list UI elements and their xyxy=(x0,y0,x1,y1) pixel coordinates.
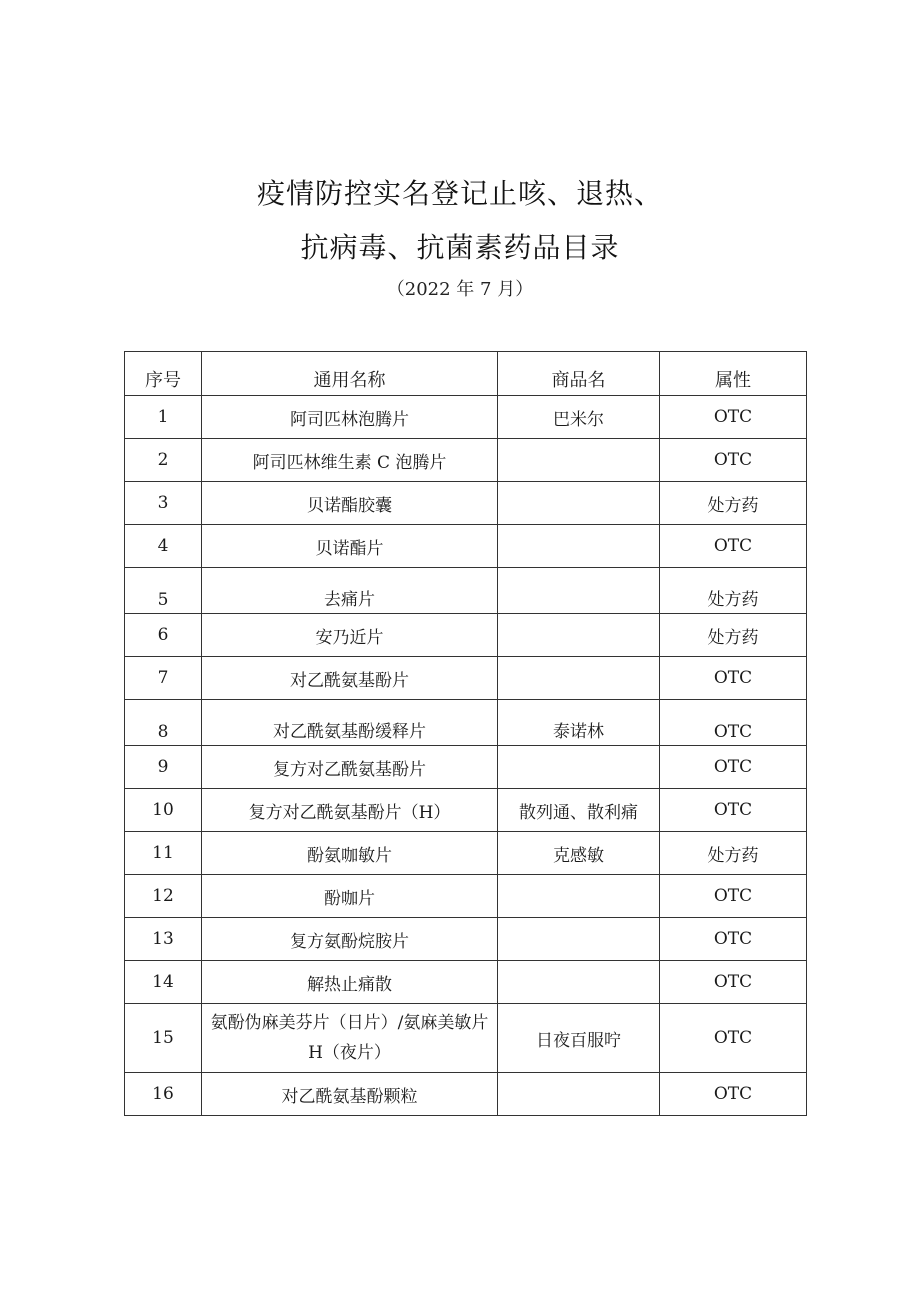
cell-attribute: OTC xyxy=(660,525,807,568)
cell-generic-name: 去痛片 xyxy=(202,568,498,614)
header-generic-name: 通用名称 xyxy=(202,352,498,396)
header-index: 序号 xyxy=(125,352,202,396)
cell-index: 7 xyxy=(125,657,202,700)
cell-brand-name xyxy=(498,961,660,1004)
cell-generic-name: 贝诺酯片 xyxy=(202,525,498,568)
header-attribute: 属性 xyxy=(660,352,807,396)
cell-generic-name: 对乙酰氨基酚颗粒 xyxy=(202,1073,498,1116)
cell-generic-name: 解热止痛散 xyxy=(202,961,498,1004)
cell-generic-name: 对乙酰氨基酚缓释片 xyxy=(202,700,498,746)
cell-brand-name xyxy=(498,1073,660,1116)
cell-brand-name: 日夜百服咛 xyxy=(498,1004,660,1073)
cell-generic-name: 氨酚伪麻美芬片（日片）/氨麻美敏片 H（夜片） xyxy=(202,1004,498,1073)
cell-brand-name: 巴米尔 xyxy=(498,396,660,439)
cell-index: 2 xyxy=(125,439,202,482)
document-title-line-2: 抗病毒、抗菌素药品目录 xyxy=(300,231,620,264)
cell-attribute: OTC xyxy=(660,439,807,482)
table-row xyxy=(125,482,807,525)
cell-brand-name xyxy=(498,875,660,918)
cell-attribute: OTC xyxy=(660,918,807,961)
cell-index: 6 xyxy=(125,614,202,657)
drug-catalog-table xyxy=(124,351,807,1116)
cell-attribute: 处方药 xyxy=(660,482,807,525)
cell-index: 10 xyxy=(125,789,202,832)
cell-index: 13 xyxy=(125,918,202,961)
cell-index: 14 xyxy=(125,961,202,1004)
document-title-line-1: 疫情防控实名登记止咳、退热、 xyxy=(256,177,663,210)
cell-attribute: OTC xyxy=(660,789,807,832)
cell-attribute: 处方药 xyxy=(660,832,807,875)
table-row xyxy=(125,875,807,918)
cell-index: 15 xyxy=(125,1004,202,1073)
cell-generic-name: 复方对乙酰氨基酚片（H） xyxy=(202,789,498,832)
cell-brand-name: 克感敏 xyxy=(498,832,660,875)
cell-attribute: OTC xyxy=(660,875,807,918)
table-row xyxy=(125,1073,807,1116)
table-row xyxy=(125,1004,807,1073)
cell-generic-name: 安乃近片 xyxy=(202,614,498,657)
table-row xyxy=(125,961,807,1004)
cell-brand-name xyxy=(498,657,660,700)
table-row xyxy=(125,568,807,614)
cell-index: 3 xyxy=(125,482,202,525)
cell-brand-name xyxy=(498,525,660,568)
cell-generic-name: 贝诺酯胶囊 xyxy=(202,482,498,525)
table-row xyxy=(125,832,807,875)
cell-attribute: OTC xyxy=(660,657,807,700)
cell-generic-name: 酚咖片 xyxy=(202,875,498,918)
header-brand-name: 商品名 xyxy=(498,352,660,396)
table-row xyxy=(125,746,807,789)
cell-brand-name xyxy=(498,614,660,657)
cell-index: 8 xyxy=(125,700,202,746)
cell-index: 9 xyxy=(125,746,202,789)
cell-generic-name: 阿司匹林维生素 C 泡腾片 xyxy=(202,439,498,482)
cell-attribute: OTC xyxy=(660,396,807,439)
cell-attribute: 处方药 xyxy=(660,568,807,614)
cell-brand-name xyxy=(498,439,660,482)
table-header-row xyxy=(125,352,807,396)
cell-index: 1 xyxy=(125,396,202,439)
cell-generic-name: 复方氨酚烷胺片 xyxy=(202,918,498,961)
cell-index: 11 xyxy=(125,832,202,875)
cell-attribute: OTC xyxy=(660,961,807,1004)
cell-brand-name xyxy=(498,918,660,961)
cell-generic-name: 酚氨咖敏片 xyxy=(202,832,498,875)
table-row xyxy=(125,918,807,961)
table-row xyxy=(125,657,807,700)
cell-index: 4 xyxy=(125,525,202,568)
cell-attribute: 处方药 xyxy=(660,614,807,657)
cell-index: 12 xyxy=(125,875,202,918)
cell-generic-name: 阿司匹林泡腾片 xyxy=(202,396,498,439)
cell-index: 16 xyxy=(125,1073,202,1116)
cell-brand-name xyxy=(498,482,660,525)
cell-attribute: OTC xyxy=(660,700,807,746)
cell-generic-name: 对乙酰氨基酚片 xyxy=(202,657,498,700)
cell-index: 5 xyxy=(125,568,202,614)
table-row xyxy=(125,396,807,439)
table-row xyxy=(125,439,807,482)
cell-attribute: OTC xyxy=(660,1073,807,1116)
cell-attribute: OTC xyxy=(660,1004,807,1073)
cell-brand-name xyxy=(498,568,660,614)
document-date: （2022 年 7 月） xyxy=(386,279,534,300)
cell-brand-name xyxy=(498,746,660,789)
table-row xyxy=(125,525,807,568)
table-row xyxy=(125,789,807,832)
table-row xyxy=(125,700,807,746)
cell-brand-name: 散列通、散利痛 xyxy=(498,789,660,832)
table-row xyxy=(125,614,807,657)
cell-generic-name: 复方对乙酰氨基酚片 xyxy=(202,746,498,789)
cell-attribute: OTC xyxy=(660,746,807,789)
cell-brand-name: 泰诺林 xyxy=(498,700,660,746)
